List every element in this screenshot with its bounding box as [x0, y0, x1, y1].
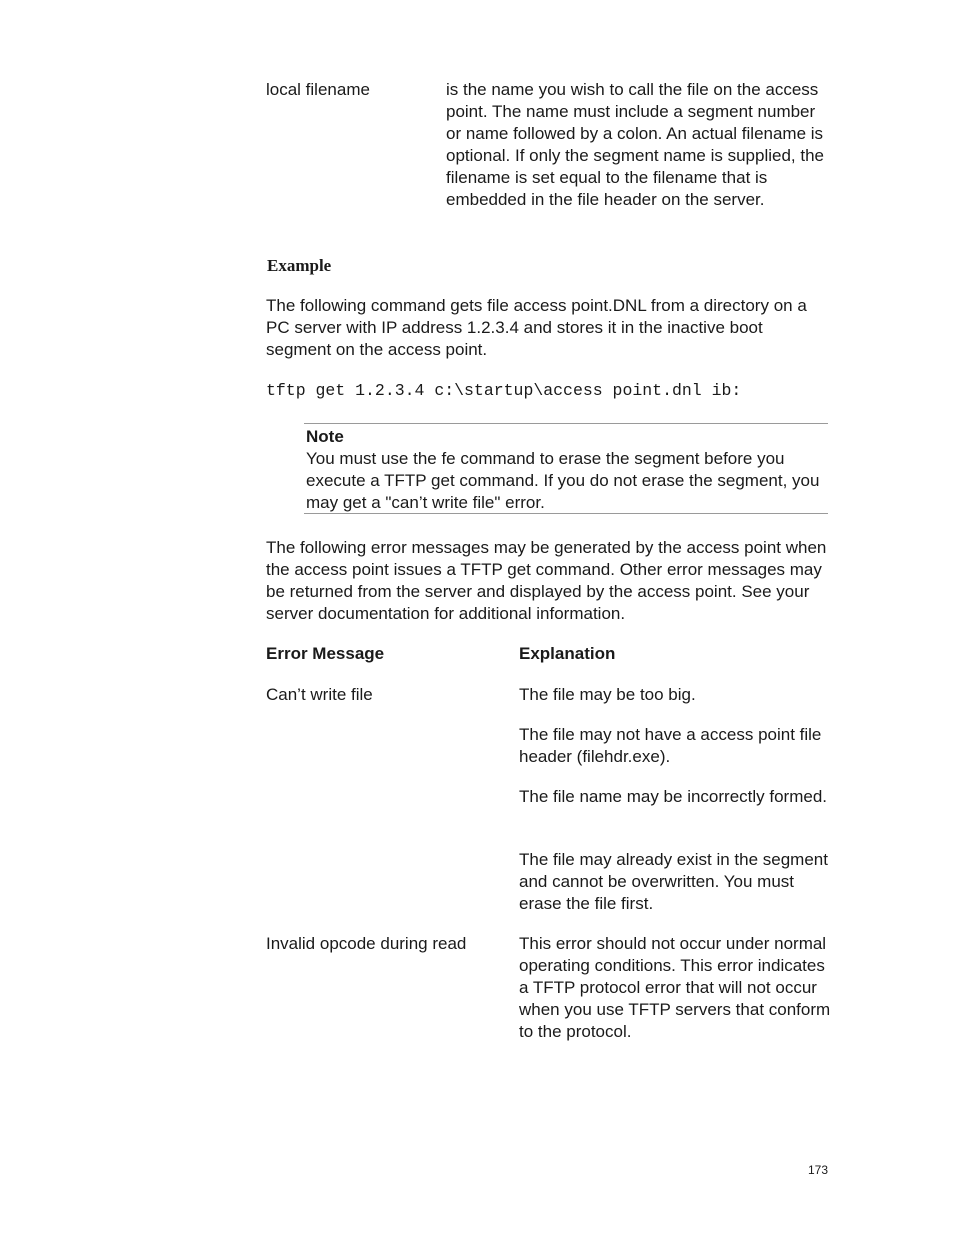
explanation-already-exists: The file may already exist in the segment and cannot be overwritten. You must erase the file first.: [519, 850, 828, 913]
example-paragraph: The following command gets file access point.DNL from a directory on a PC server with IP address 1.2.3.4 and stores it in the inactive boot segment on the access point.: [266, 296, 807, 359]
page-number: 173: [808, 1163, 829, 1177]
explanation-incorrectly-formed: The file name may be incorrectly formed.: [519, 787, 828, 806]
explanation-too-big: The file may be too big.: [519, 685, 696, 704]
definition-description: is the name you wish to call the file on the access point. The name must include a segment number or name followed by a colon. An actual filename is optional. If only the segment name is supplied, the filename is set equal to the filename that is embedded in the file header on the server.: [446, 80, 825, 209]
table-header-explanation: Explanation: [519, 644, 616, 663]
example-heading: Example: [267, 256, 332, 275]
table-header-error-message: Error Message: [266, 644, 385, 663]
error-message-invalid-opcode: Invalid opcode during read: [266, 934, 467, 953]
explanation-no-header: The file may not have a access point file header (filehdr.exe).: [519, 725, 822, 766]
note-text: You must use the fe command to erase the segment before you execute a TFTP get command. If you do not erase the segment, you may get a "can’t write file" error.: [306, 449, 820, 512]
error-message-cant-write-file: Can’t write file: [266, 685, 373, 704]
example-command: tftp get 1.2.3.4 c:\startup\access point.dnl ib:: [266, 381, 742, 400]
definition-term: local filename: [266, 80, 370, 99]
note-box: [304, 423, 828, 514]
errors-intro-paragraph: The following error messages may be generated by the access point when the access point issues a TFTP get command. Other error messages may be returned from the server and displayed by the access point. See your server documentation for additional information.: [266, 538, 827, 623]
note-title: Note: [306, 427, 344, 446]
explanation-protocol-error: This error should not occur under normal operating conditions. This error indicates a TFTP protocol error that will not occur when you use TFTP servers that conform to the protocol.: [519, 934, 831, 1041]
